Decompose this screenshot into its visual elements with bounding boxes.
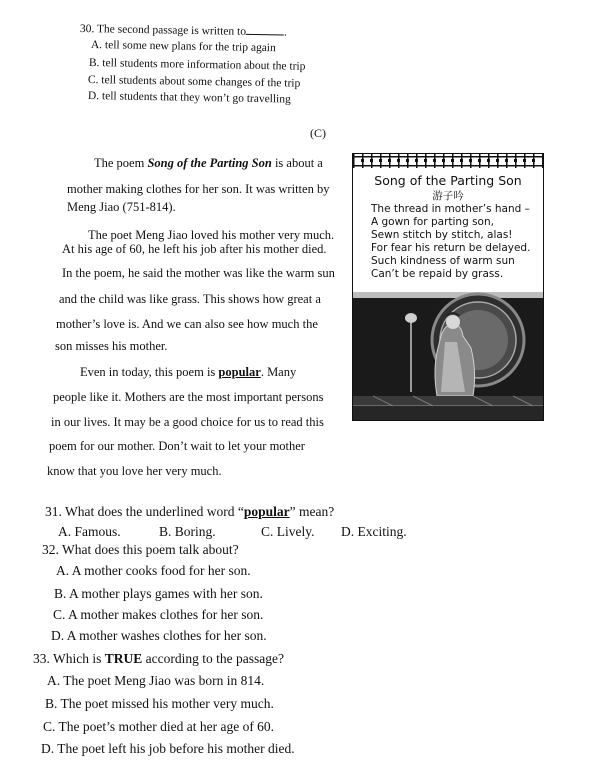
q30-option-c: C. tell students about some changes of the trip xyxy=(87,74,301,90)
passage-line-4: The poet Meng Jiao loved his mother very much. xyxy=(88,228,335,242)
q30-stem xyxy=(80,22,287,39)
passage-line-9: son misses his mother. xyxy=(55,339,168,353)
q33-stem-bold: TRUE xyxy=(104,651,143,666)
passage-p3-post: . Many xyxy=(260,365,297,379)
q31-stem-post: ” mean? xyxy=(289,504,335,519)
q30-option-d: D. tell students that they won’t go travelling xyxy=(87,90,291,106)
poem-line-4: For fear his return be delayed. xyxy=(371,242,531,254)
poem-line-6: Can’t be repaid by grass. xyxy=(371,268,504,280)
passage-line-14: know that you love her very much. xyxy=(47,464,222,478)
q31-option-c[interactable]: C. Lively. xyxy=(261,524,315,539)
q33-option-a[interactable]: A. The poet Meng Jiao was born in 814. xyxy=(47,673,265,688)
poem-line-5: Such kindness of warm sun xyxy=(371,255,515,267)
q30-blank xyxy=(246,25,284,36)
q33-option-d[interactable]: D. The poet left his job before his mother died. xyxy=(41,741,295,756)
passage-p1-post: is about a xyxy=(271,156,323,170)
passage-line-6: In the poem, he said the mother was like the warm sun xyxy=(62,266,335,280)
q32-option-c[interactable]: C. A mother makes clothes for her son. xyxy=(53,607,264,622)
section-label: (C) xyxy=(310,126,326,140)
passage-line-7: and the child was like grass. This shows how great a xyxy=(59,292,321,306)
passage-line-12: in our lives. It may be a good choice for us to read this xyxy=(51,415,324,429)
poem-illustration xyxy=(353,292,543,420)
passage-line-13: poem for our mother. Don’t wait to let your mother xyxy=(49,439,305,453)
passage-p1-pre: The poem xyxy=(94,156,148,170)
q30-stem-text: 30. The second passage is written to xyxy=(79,22,247,38)
poem-title-inline: Song of the Parting Son xyxy=(147,156,272,170)
underlined-word-popular: popular xyxy=(218,365,261,379)
poem-line-2: A gown for parting son, xyxy=(371,216,494,228)
decorative-border-inner xyxy=(357,159,539,162)
passage-line-10 xyxy=(80,366,296,379)
q31-word-popular: popular xyxy=(243,504,290,519)
q30-stem-tail: . xyxy=(283,26,288,39)
q33-stem-pre: 33. Which is xyxy=(33,651,105,666)
passage-line-2: mother making clothes for her son. It was written by xyxy=(67,182,330,196)
passage-line-1 xyxy=(94,157,323,170)
poem-line-1: The thread in mother’s hand – xyxy=(371,203,530,215)
passage-line-11: people like it. Mothers are the most important persons xyxy=(53,390,324,404)
q32-stem: 32. What does this poem talk about? xyxy=(42,542,239,557)
passage-line-5: At his age of 60, he left his job after his mother died. xyxy=(62,242,327,256)
passage-p3-pre: Even in today, this poem is xyxy=(80,365,219,379)
q33-option-c[interactable]: C. The poet’s mother died at her age of 60. xyxy=(43,719,275,734)
poem-box-title: Song of the Parting Son xyxy=(374,173,522,188)
poem-line-3: Sewn stitch by stitch, alas! xyxy=(371,229,513,241)
q33-option-b[interactable]: B. The poet missed his mother very much. xyxy=(45,696,274,711)
q30-option-b: B. tell students more information about the trip xyxy=(88,57,306,73)
q33-stem xyxy=(33,652,284,666)
q33-stem-post: according to the passage? xyxy=(142,651,284,666)
q31-option-a[interactable]: A. Famous. xyxy=(58,524,121,539)
q31-option-d[interactable]: D. Exciting. xyxy=(341,524,407,539)
q31-option-b[interactable]: B. Boring. xyxy=(159,524,216,539)
passage-line-3: Meng Jiao (751-814). xyxy=(67,200,176,214)
poem-box-title-cn: 游子吟 xyxy=(432,190,464,202)
q32-option-d[interactable]: D. A mother washes clothes for her son. xyxy=(51,628,267,643)
q31-stem-pre: 31. What does the underlined word “ xyxy=(45,504,244,519)
passage-line-8: mother’s love is. And we can also see how much the xyxy=(56,317,318,331)
poem-box xyxy=(352,153,544,421)
q31-stem xyxy=(45,505,334,519)
q32-option-b[interactable]: B. A mother plays games with her son. xyxy=(54,586,263,601)
q30-option-a: A. tell some new plans for the trip again xyxy=(90,39,276,55)
q32-option-a[interactable]: A. A mother cooks food for her son. xyxy=(56,563,251,578)
